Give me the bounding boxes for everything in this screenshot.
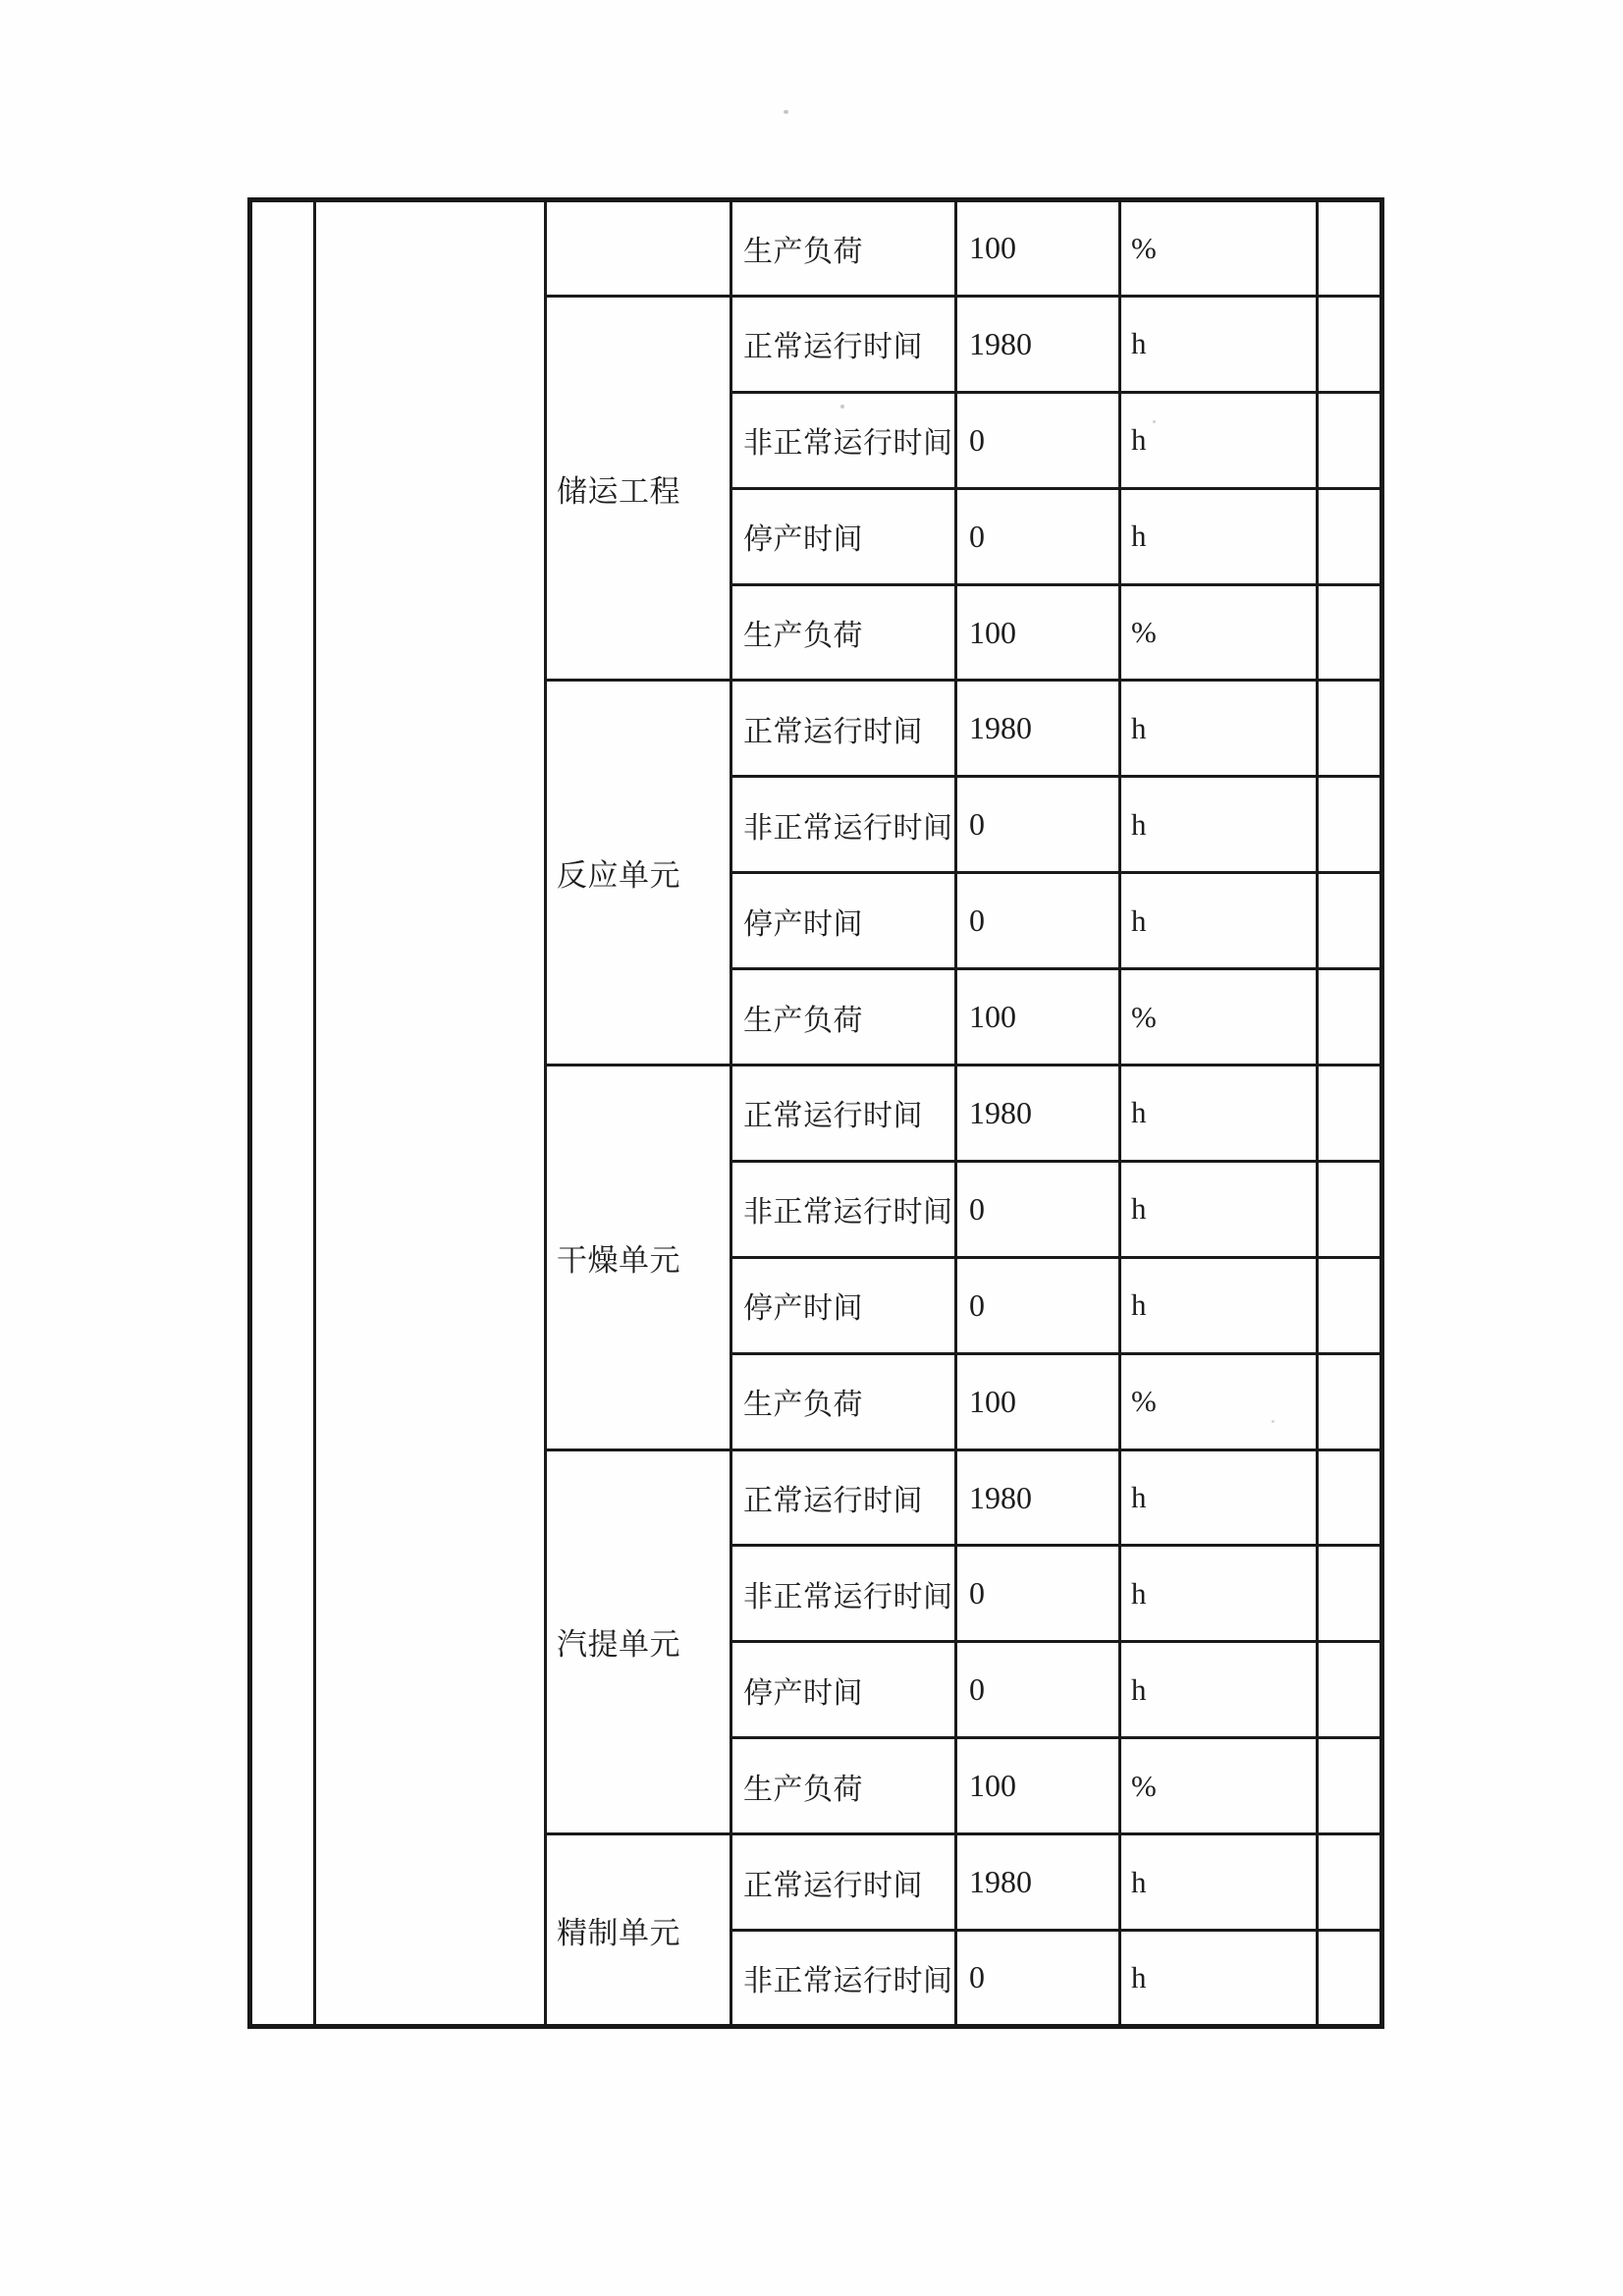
param-label-cell: 停产时间 <box>731 488 956 584</box>
value-cell: 0 <box>956 1546 1120 1642</box>
unit-cell: h <box>1120 1161 1318 1257</box>
unit-group-cell: 储运工程 <box>546 296 731 681</box>
value-cell: 100 <box>956 200 1120 297</box>
right-margin-cell <box>1318 1257 1382 1353</box>
value-cell: 1980 <box>956 296 1120 392</box>
param-label-cell: 正常运行时间 <box>731 1834 956 1931</box>
unit-cell: h <box>1120 681 1318 777</box>
param-label-cell: 正常运行时间 <box>731 681 956 777</box>
right-margin-cell <box>1318 1066 1382 1162</box>
unit-cell: h <box>1120 488 1318 584</box>
value-cell: 1980 <box>956 1449 1120 1546</box>
unit-group-cell: 反应单元 <box>546 681 731 1066</box>
param-label-cell: 生产负荷 <box>731 1353 956 1449</box>
param-label-cell: 非正常运行时间 <box>731 777 956 873</box>
unit-cell: h <box>1120 1834 1318 1931</box>
unit-cell: h <box>1120 1066 1318 1162</box>
right-margin-cell <box>1318 873 1382 969</box>
unit-group-cell: 精制单元 <box>546 1834 731 2027</box>
param-label-cell: 停产时间 <box>731 1257 956 1353</box>
value-cell: 1980 <box>956 1066 1120 1162</box>
right-margin-cell <box>1318 969 1382 1066</box>
param-label-cell: 非正常运行时间 <box>731 1931 956 2027</box>
unit-group-cell: 汽提单元 <box>546 1449 731 1834</box>
param-label-cell: 停产时间 <box>731 873 956 969</box>
value-cell: 100 <box>956 1353 1120 1449</box>
unit-cell: h <box>1120 1642 1318 1738</box>
right-margin-cell <box>1318 1738 1382 1834</box>
value-cell: 1980 <box>956 681 1120 777</box>
value-cell: 1980 <box>956 1834 1120 1931</box>
value-cell: 0 <box>956 1642 1120 1738</box>
right-margin-cell <box>1318 1449 1382 1546</box>
unit-group-cell <box>546 200 731 297</box>
value-cell: 0 <box>956 777 1120 873</box>
right-margin-cell <box>1318 488 1382 584</box>
unit-cell: % <box>1120 969 1318 1066</box>
table-row <box>250 200 1382 297</box>
unit-cell: % <box>1120 1353 1318 1449</box>
value-cell: 0 <box>956 1161 1120 1257</box>
unit-cell: % <box>1120 1738 1318 1834</box>
right-margin-cell <box>1318 584 1382 681</box>
value-cell: 0 <box>956 488 1120 584</box>
param-label-cell: 正常运行时间 <box>731 296 956 392</box>
right-margin-cell <box>1318 200 1382 297</box>
right-margin-cell <box>1318 1642 1382 1738</box>
param-label-cell: 生产负荷 <box>731 200 956 297</box>
param-label-cell: 非正常运行时间 <box>731 1161 956 1257</box>
value-cell: 100 <box>956 1738 1120 1834</box>
unit-cell: h <box>1120 392 1318 488</box>
right-margin-cell <box>1318 1834 1382 1931</box>
param-label-cell: 生产负荷 <box>731 969 956 1066</box>
unit-cell: h <box>1120 873 1318 969</box>
operating-hours-table <box>247 197 1384 2029</box>
right-margin-cell <box>1318 777 1382 873</box>
param-label-cell: 停产时间 <box>731 1642 956 1738</box>
value-cell: 0 <box>956 873 1120 969</box>
right-margin-cell <box>1318 392 1382 488</box>
unit-cell: h <box>1120 1257 1318 1353</box>
unit-cell: h <box>1120 296 1318 392</box>
second-margin-cell <box>315 200 546 2027</box>
right-margin-cell <box>1318 296 1382 392</box>
unit-group-cell: 干燥单元 <box>546 1066 731 1450</box>
unit-cell: h <box>1120 1546 1318 1642</box>
unit-cell: h <box>1120 1931 1318 2027</box>
param-label-cell: 正常运行时间 <box>731 1066 956 1162</box>
right-margin-cell <box>1318 1161 1382 1257</box>
param-label-cell: 正常运行时间 <box>731 1449 956 1546</box>
param-label-cell: 非正常运行时间 <box>731 1546 956 1642</box>
unit-cell: h <box>1120 777 1318 873</box>
param-label-cell: 生产负荷 <box>731 1738 956 1834</box>
right-margin-cell <box>1318 1546 1382 1642</box>
unit-cell: h <box>1120 1449 1318 1546</box>
unit-cell: % <box>1120 584 1318 681</box>
left-margin-cell <box>250 200 315 2027</box>
value-cell: 0 <box>956 1257 1120 1353</box>
right-margin-cell <box>1318 1931 1382 2027</box>
right-margin-cell <box>1318 1353 1382 1449</box>
value-cell: 0 <box>956 1931 1120 2027</box>
right-margin-cell <box>1318 681 1382 777</box>
unit-cell: % <box>1120 200 1318 297</box>
value-cell: 100 <box>956 584 1120 681</box>
scan-speck <box>784 110 788 114</box>
value-cell: 100 <box>956 969 1120 1066</box>
param-label-cell: 生产负荷 <box>731 584 956 681</box>
param-label-cell: 非正常运行时间 <box>731 392 956 488</box>
value-cell: 0 <box>956 392 1120 488</box>
